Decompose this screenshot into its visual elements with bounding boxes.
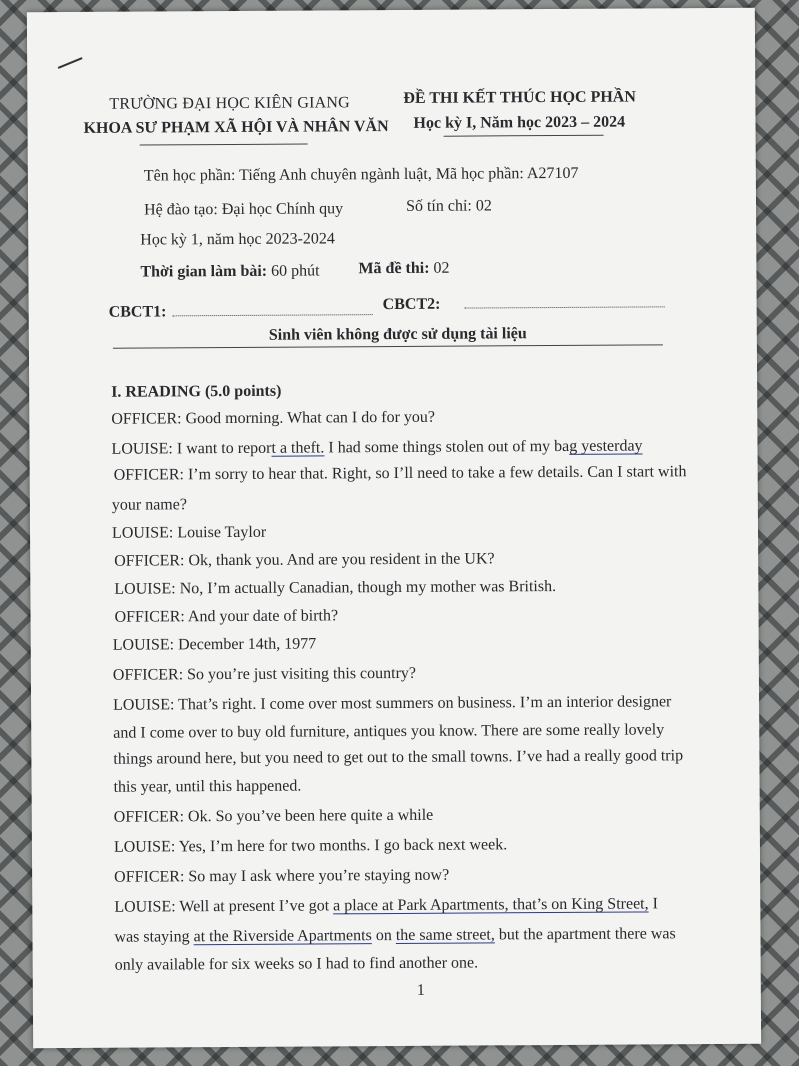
dialogue-line: OFFICER: Ok, thank you. And are you resident in the UK? bbox=[114, 550, 495, 570]
dialogue-text: LOUISE: Well at present I’ve got bbox=[114, 897, 334, 916]
time-label: Thời gian làm bài: bbox=[140, 262, 268, 281]
proctor-2-line bbox=[465, 306, 665, 308]
code-info bbox=[358, 260, 449, 279]
dialogue-line: LOUISE: That’s right. I come over most summers on business. I’m an interior designer bbox=[113, 693, 672, 714]
section-title: I. READING (5.0 points) bbox=[111, 382, 282, 401]
dialogue-line bbox=[111, 436, 642, 459]
semester-info: Học kỳ 1, năm học 2023-2024 bbox=[140, 230, 335, 249]
no-materials-notice: Sinh viên không được sử dụng tài liệu bbox=[268, 325, 527, 344]
dialogue-line: LOUISE: Louise Taylor bbox=[111, 523, 267, 542]
underlined-text: a place at Park Apartments, that’s on King Street, bbox=[333, 895, 649, 915]
dialogue-text: LOUISE: I want to repor bbox=[111, 439, 272, 458]
dialogue-line: OFFICER: Ok. So you’ve been here quite a while bbox=[113, 806, 434, 826]
term-underline bbox=[444, 135, 604, 137]
proctor-1-label: CBCT1: bbox=[108, 303, 167, 321]
course-info: Tên học phần: Tiếng Anh chuyên ngành luật, Mã học phần: A27107 bbox=[143, 164, 579, 185]
exam-paper bbox=[27, 8, 761, 1048]
dialogue-line: OFFICER: Good morning. What can I do for you? bbox=[111, 408, 436, 428]
dialogue-text: I had some things stolen out of my ba bbox=[324, 437, 570, 457]
dialogue-line: only available for six weeks so I had to find another one. bbox=[114, 954, 479, 974]
dialogue-line: LOUISE: No, I’m actually Canadian, though my mother was British. bbox=[114, 578, 557, 598]
dialogue-line bbox=[114, 924, 675, 947]
dialogue-line: OFFICER: I’m sorry to hear that. Right, so I’ll need to take a few details. Can I start with bbox=[113, 463, 687, 484]
faculty-underline bbox=[140, 144, 308, 146]
university-name: TRƯỜNG ĐẠI HỌC KIÊN GIANG bbox=[109, 94, 350, 113]
dialogue-line: LOUISE: December 14th, 1977 bbox=[112, 635, 317, 654]
dialogue-line bbox=[114, 894, 658, 917]
dialogue-text: I bbox=[648, 895, 658, 913]
underlined-text: t a theft. bbox=[271, 439, 325, 457]
proctor-1-line bbox=[173, 314, 373, 316]
page-number: 1 bbox=[416, 981, 425, 999]
notice-underline bbox=[113, 344, 663, 348]
proctor-2-label: CBCT2: bbox=[382, 295, 441, 314]
exam-title: ĐỀ THI KẾT THÚC HỌC PHẦN bbox=[403, 88, 636, 107]
dialogue-line: your name? bbox=[111, 496, 187, 514]
dialogue-line: this year, until this happened. bbox=[113, 777, 302, 796]
dialogue-text: on bbox=[371, 926, 396, 945]
faculty-name: KHOA SƯ PHẠM XÃ HỘI VÀ NHÂN VĂN bbox=[83, 118, 389, 137]
underlined-text: at the Riverside Apartments bbox=[193, 927, 372, 946]
program-info: Hệ đào tạo: Đại học Chính quy bbox=[144, 200, 344, 219]
dialogue-line: OFFICER: So you’re just visiting this country? bbox=[112, 664, 417, 684]
time-info bbox=[140, 262, 319, 281]
dialogue-line: LOUISE: Yes, I’m here for two months. I go back next week. bbox=[113, 836, 508, 856]
dialogue-line: OFFICER: And your date of birth? bbox=[114, 607, 339, 626]
dialogue-line: and I come over to buy old furniture, antiques you know. There are some really lovely bbox=[113, 721, 665, 742]
code-value: 02 bbox=[429, 259, 450, 277]
dialogue-text: but the apartment there was bbox=[494, 925, 676, 944]
dialogue-line: things around here, but you need to get out to the small towns. I’ve had a really good trip bbox=[113, 747, 684, 768]
underlined-text: the same street, bbox=[395, 926, 495, 944]
credits-info: Số tín chỉ: 02 bbox=[405, 197, 492, 215]
code-label: Mã đề thi: bbox=[358, 259, 430, 278]
time-value: 60 phút bbox=[267, 262, 320, 280]
underlined-text: g yesterday bbox=[569, 437, 643, 455]
exam-term: Học kỳ I, Năm học 2023 – 2024 bbox=[413, 113, 626, 132]
pen-mark bbox=[58, 57, 83, 69]
dialogue-line: OFFICER: So may I ask where you’re staying now? bbox=[114, 866, 450, 886]
dialogue-text: was staying bbox=[114, 928, 194, 946]
